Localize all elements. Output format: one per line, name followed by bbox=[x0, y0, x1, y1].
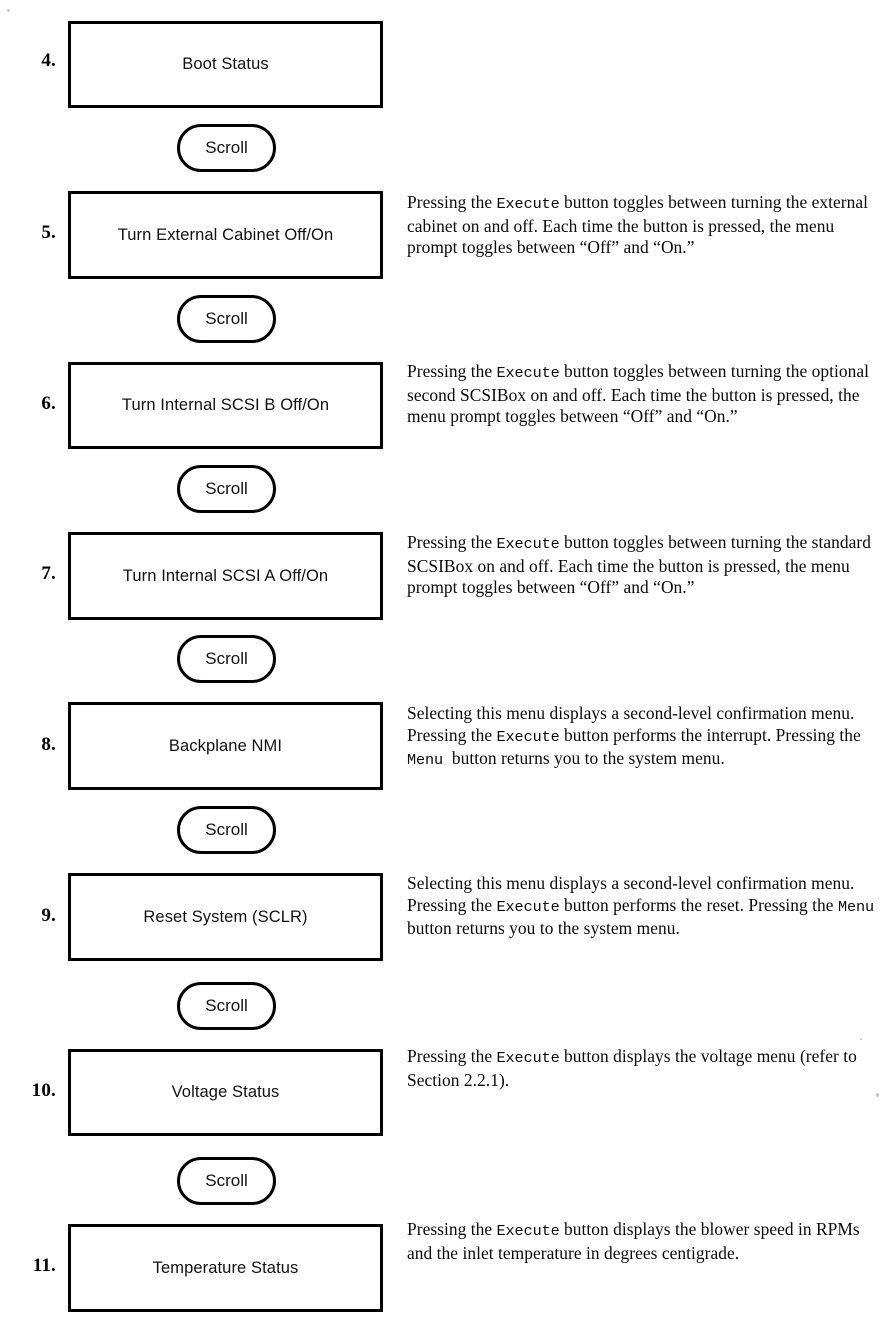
button-name-literal: Execute bbox=[496, 897, 560, 916]
menu-box-label: Temperature Status bbox=[152, 1258, 299, 1277]
menu-box-label: Turn Internal SCSI B Off/On bbox=[121, 396, 330, 414]
scroll-button[interactable] bbox=[177, 635, 276, 683]
menu-box-label: Backplane NMI bbox=[168, 736, 283, 755]
button-name-literal: Execute bbox=[496, 535, 560, 553]
item-number: 8. bbox=[41, 734, 56, 755]
button-name-literal: Execute bbox=[496, 195, 560, 213]
menu-box-label: Boot Status bbox=[182, 55, 269, 73]
description-text-run: Pressing the bbox=[407, 192, 497, 212]
menu-box[interactable] bbox=[68, 532, 383, 620]
scan-speck bbox=[860, 1038, 862, 1040]
description-text-run: Pressing the bbox=[407, 361, 497, 381]
description-text-run: Selecting this menu displays a second-level confirmation menu. Pressing the bbox=[407, 873, 855, 915]
description-text-run: button returns you to the system menu. bbox=[407, 894, 879, 939]
menu-description bbox=[407, 703, 885, 772]
button-name-literal: Execute bbox=[496, 364, 560, 382]
menu-box-label: Turn External Cabinet Off/On bbox=[117, 225, 334, 244]
scroll-button-label: Scroll bbox=[205, 649, 248, 668]
description-text-run: Pressing the bbox=[407, 1046, 497, 1066]
description-text-run: button displays the blower speed in RPMs and the inlet temperature in degrees centigrade. bbox=[407, 1219, 860, 1263]
scroll-button-label: Scroll bbox=[205, 309, 248, 328]
scan-speck bbox=[876, 1093, 879, 1097]
scroll-button[interactable] bbox=[177, 465, 276, 513]
item-number: 9. bbox=[41, 905, 56, 926]
menu-description bbox=[407, 1219, 885, 1264]
menu-box[interactable] bbox=[68, 702, 383, 790]
description-text-run: Pressing the bbox=[407, 1219, 497, 1239]
button-name-literal: Execute bbox=[496, 727, 560, 746]
scan-speck bbox=[7, 9, 10, 12]
scroll-button[interactable] bbox=[177, 1157, 276, 1205]
scroll-button-label: Scroll bbox=[205, 479, 248, 498]
menu-description bbox=[407, 532, 885, 599]
menu-description bbox=[407, 1046, 885, 1091]
item-number: 7. bbox=[41, 563, 56, 584]
description-text-run: button displays the voltage menu (refer to Section 2.2.1). bbox=[407, 1046, 857, 1090]
menu-box[interactable] bbox=[68, 191, 383, 279]
item-number: 10. bbox=[31, 1080, 56, 1101]
description-text-run: Selecting this menu displays a second-level confirmation menu. Pressing the bbox=[407, 703, 855, 745]
menu-description bbox=[407, 873, 885, 940]
scroll-button-label: Scroll bbox=[205, 1171, 248, 1190]
menu-box[interactable] bbox=[68, 1224, 383, 1312]
button-name-literal: Menu bbox=[407, 751, 444, 770]
menu-box[interactable] bbox=[68, 1049, 383, 1136]
scroll-button-label: Scroll bbox=[205, 996, 248, 1015]
menu-description bbox=[407, 192, 885, 259]
button-name-literal: Execute bbox=[496, 1222, 560, 1240]
description-text-run: Pressing the bbox=[407, 532, 497, 552]
menu-box-label: Reset System (SCLR) bbox=[143, 907, 308, 926]
item-number: 11. bbox=[32, 1255, 56, 1276]
description-text-run: button returns you to the system menu. bbox=[443, 748, 725, 769]
scroll-button-label: Scroll bbox=[205, 820, 248, 839]
description-text-run: button performs the reset. Pressing the bbox=[559, 894, 838, 915]
description-text-run: button performs the interrupt. Pressing the bbox=[559, 724, 861, 745]
scroll-button[interactable] bbox=[177, 806, 276, 854]
scroll-button[interactable] bbox=[177, 124, 276, 172]
menu-description bbox=[407, 361, 885, 428]
description-text-run: button toggles between turning the standard SCSIBox on and off. Each time the button is pressed, the menu prompt toggles between “Off” and “On.” bbox=[407, 532, 871, 598]
scroll-button-label: Scroll bbox=[205, 138, 248, 157]
item-number: 5. bbox=[41, 222, 56, 243]
menu-box-label: Turn Internal SCSI A Off/On bbox=[122, 566, 329, 585]
description-text-run: button toggles between turning the external cabinet on and off. Each time the button is pressed, the menu prompt toggles between “Off” and “On.” bbox=[407, 192, 869, 258]
description-text-run: button toggles between turning the optional second SCSIBox on and off. Each time the button is pressed, the menu prompt toggles between “Off” and “On.” bbox=[407, 361, 870, 427]
menu-box[interactable] bbox=[68, 873, 383, 961]
menu-box[interactable] bbox=[68, 21, 383, 108]
scroll-button[interactable] bbox=[177, 295, 276, 343]
menu-box-label: Voltage Status bbox=[171, 1083, 280, 1101]
item-number: 4. bbox=[41, 50, 56, 71]
button-name-literal: Menu bbox=[837, 897, 875, 916]
item-number: 6. bbox=[41, 393, 56, 414]
button-name-literal: Execute bbox=[496, 1049, 560, 1067]
menu-box[interactable] bbox=[68, 362, 383, 449]
scroll-button[interactable] bbox=[177, 982, 276, 1030]
